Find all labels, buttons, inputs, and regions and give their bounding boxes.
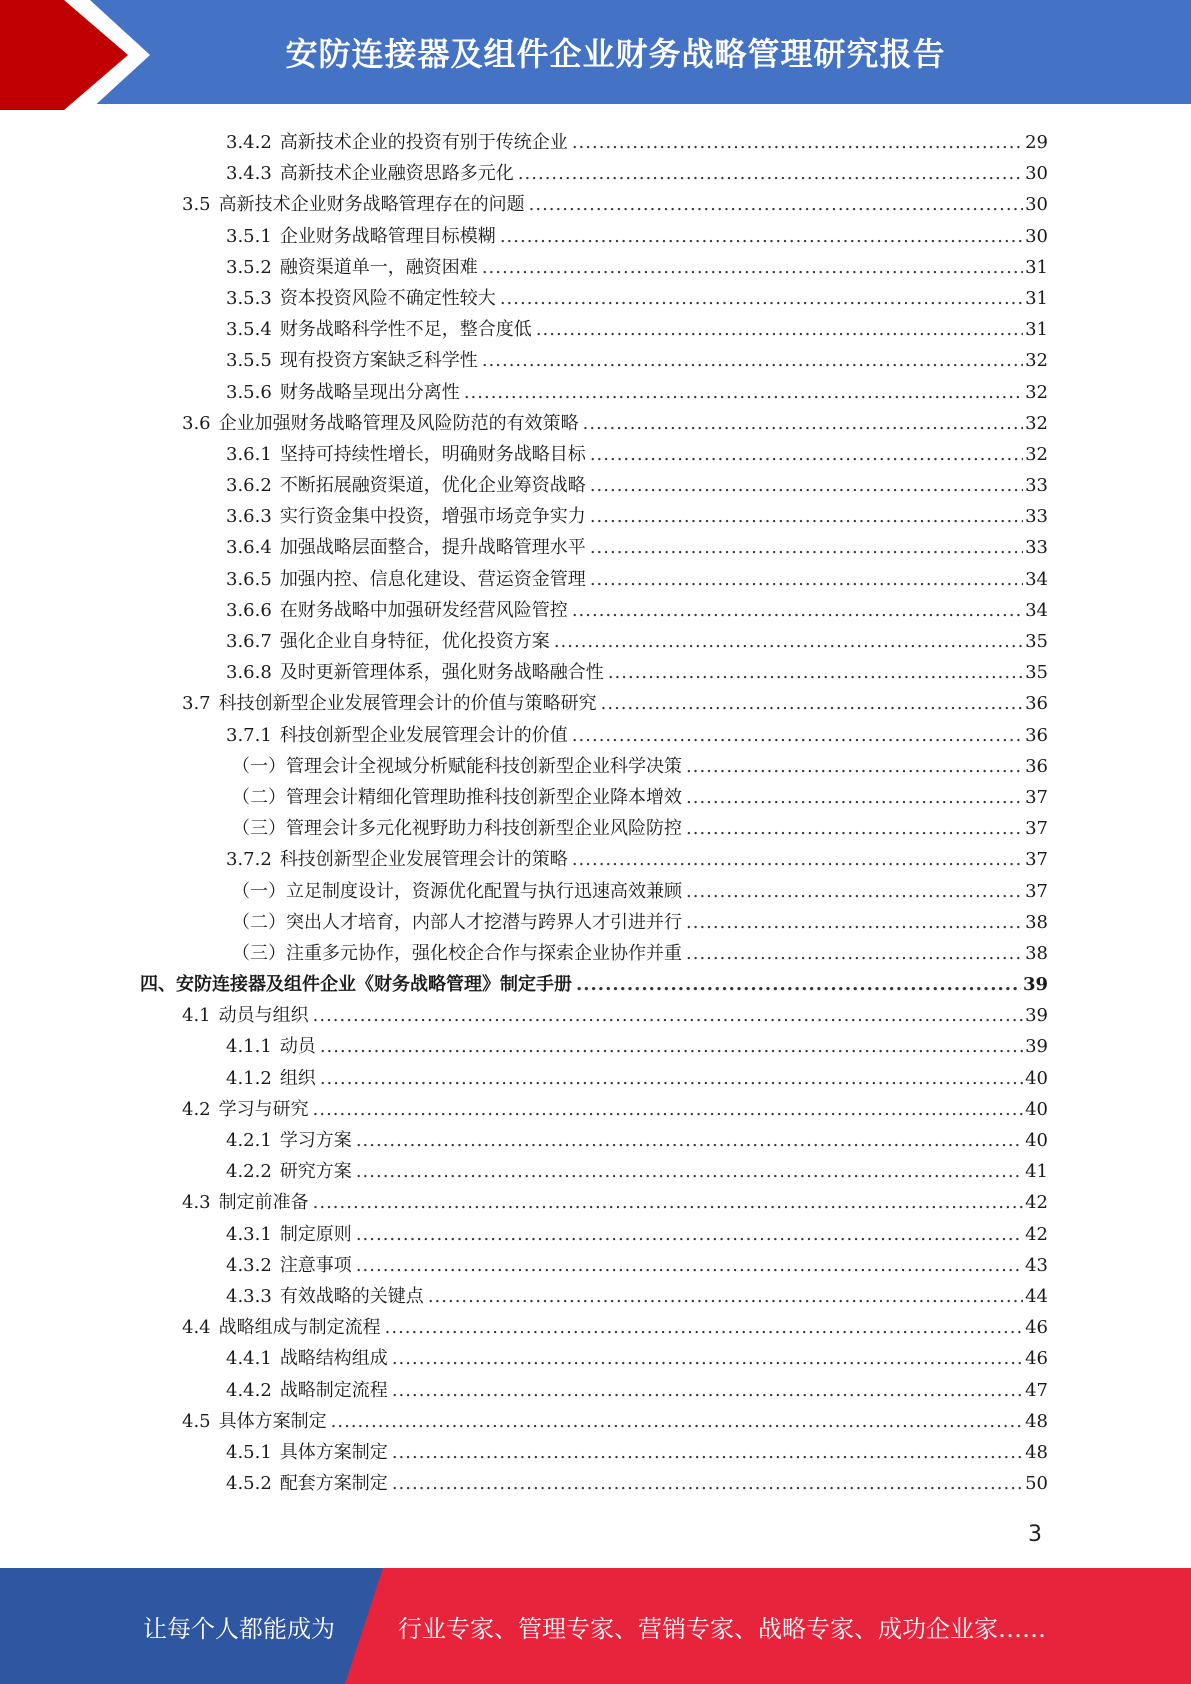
toc-entry[interactable]: [140, 252, 1048, 283]
toc-entry-number: 3.6.6: [226, 599, 272, 621]
toc-entry[interactable]: [140, 1000, 1048, 1031]
toc-entry-page: 40: [1025, 1067, 1048, 1089]
toc-entry-title: 高新技术企业融资思路多元化: [279, 163, 514, 185]
toc-entry-number: 3.7: [182, 693, 211, 715]
toc-entry-title: （三）注重多元协作，强化校企合作与探索企业协作并重: [232, 942, 682, 964]
toc-dot-leader: [482, 252, 1023, 283]
toc-dot-leader: [385, 1312, 1023, 1343]
toc-dot-leader: [572, 720, 1023, 751]
toc-dot-leader: [482, 345, 1023, 376]
toc-entry[interactable]: [140, 688, 1048, 719]
toc-entry-title: 高新技术企业的投资有别于传统企业: [279, 132, 568, 153]
toc-entry-title: 高新技术企业财务战略管理存在的问题: [218, 194, 525, 216]
toc-dot-leader: [590, 564, 1023, 595]
toc-entry-title: 制定原则: [279, 1223, 352, 1245]
toc-entry-number: 4.4: [182, 1317, 211, 1339]
toc-dot-leader: [500, 221, 1023, 252]
toc-entry[interactable]: [140, 408, 1048, 439]
toc-dot-leader: [590, 532, 1023, 563]
toc-dot-leader: [686, 782, 1023, 813]
toc-dot-leader: [392, 1343, 1023, 1374]
table-of-contents: [140, 127, 1048, 1499]
footer-banner: [0, 1568, 1191, 1684]
toc-dot-leader: [392, 1437, 1023, 1468]
toc-entry-page: 31: [1025, 319, 1048, 341]
toc-entry-title: 科技创新型企业发展管理会计的策略: [279, 849, 568, 871]
toc-entry-page: 33: [1025, 475, 1048, 497]
toc-entry-page: 40: [1025, 1130, 1048, 1151]
toc-entry-number: 4.5.2: [226, 1473, 272, 1495]
toc-entry[interactable]: [140, 1094, 1048, 1125]
toc-entry[interactable]: [140, 1031, 1048, 1062]
toc-entry-title: （一）管理会计全视域分析赋能科技创新型企业科学决策: [232, 755, 682, 777]
toc-entry-title: 强化企业自身特征，优化投资方案: [279, 631, 550, 652]
toc-entry-page: 32: [1025, 350, 1048, 372]
toc-entry-page: 39: [1025, 1036, 1048, 1058]
toc-entry[interactable]: [140, 626, 1048, 657]
toc-dot-leader: [536, 314, 1023, 345]
toc-entry-title: 学习与研究: [218, 1098, 309, 1120]
toc-entry-page: 37: [1025, 880, 1048, 902]
toc-entry-number: 3.6.3: [226, 506, 272, 528]
toc-entry-number: 4.2.2: [226, 1161, 272, 1183]
toc-dot-leader: [572, 595, 1023, 626]
footer-slogan-left: 让每个人都能成为: [143, 1614, 335, 1643]
toc-entry-page: 43: [1025, 1254, 1048, 1276]
toc-entry[interactable]: [140, 876, 1048, 907]
toc-entry-page: 36: [1025, 693, 1048, 715]
toc-entry-page: 32: [1025, 381, 1048, 403]
toc-entry[interactable]: [140, 1343, 1048, 1374]
toc-entry[interactable]: [140, 938, 1048, 969]
toc-entry-title: 动员与组织: [218, 1005, 309, 1027]
toc-entry-page: 46: [1025, 1317, 1048, 1339]
toc-entry[interactable]: [140, 907, 1048, 938]
toc-entry-number: 4.4.1: [226, 1348, 272, 1370]
toc-entry-page: 48: [1025, 1410, 1048, 1432]
toc-entry-number: 3.5.5: [226, 350, 272, 372]
toc-dot-leader: [464, 377, 1023, 408]
toc-entry[interactable]: [140, 1312, 1048, 1343]
toc-entry-page: 32: [1025, 443, 1048, 465]
toc-dot-leader: [331, 1406, 1023, 1437]
toc-entry-number: 4.3.1: [226, 1223, 272, 1245]
toc-entry-title: 融资渠道单一，融资困难: [279, 256, 478, 278]
toc-entry[interactable]: [140, 1250, 1048, 1281]
toc-dot-leader: [572, 844, 1023, 875]
toc-entry-number: 4.3.2: [226, 1254, 272, 1276]
toc-entry-page: 33: [1025, 506, 1048, 528]
toc-dot-leader: [313, 1000, 1023, 1031]
toc-entry-title: 科技创新型企业发展管理会计的价值与策略研究: [218, 693, 597, 715]
toc-entry-page: 31: [1025, 287, 1048, 309]
toc-entry-title: 战略组成与制定流程: [218, 1317, 381, 1339]
toc-entry-number: 4.3: [182, 1192, 211, 1214]
toc-entry-page: 39: [1025, 1005, 1048, 1027]
toc-dot-leader: [392, 1375, 1023, 1406]
toc-entry-title: 资本投资风险不确定性较大: [279, 287, 496, 309]
toc-entry[interactable]: [140, 1468, 1048, 1499]
toc-entry-page: 37: [1025, 786, 1048, 808]
toc-entry-page: 44: [1025, 1285, 1048, 1307]
toc-dot-leader: [572, 127, 1023, 158]
toc-entry-title: 四、安防连接器及组件企业《财务战略管理》制定手册: [140, 974, 572, 996]
toc-entry-number: 3.6.8: [226, 662, 272, 684]
toc-entry[interactable]: [140, 127, 1048, 158]
toc-entry-page: 50: [1025, 1473, 1048, 1495]
toc-entry-number: 4.4.2: [226, 1379, 272, 1401]
toc-dot-leader: [601, 688, 1023, 719]
toc-entry-page: 30: [1025, 194, 1048, 216]
toc-entry-page: 42: [1025, 1192, 1048, 1214]
toc-entry-number: 3.4.2: [226, 132, 272, 153]
header-banner: [0, 0, 1191, 110]
toc-entry[interactable]: [140, 1063, 1048, 1094]
toc-entry-title: 注意事项: [279, 1254, 352, 1276]
toc-entry-number: 4.1: [182, 1005, 211, 1027]
toc-entry[interactable]: [140, 1375, 1048, 1406]
toc-entry-title: 有效战略的关键点: [279, 1285, 424, 1307]
toc-entry[interactable]: [140, 813, 1048, 844]
toc-entry-number: 4.1.2: [226, 1067, 272, 1089]
toc-entry-number: 3.5: [182, 194, 211, 216]
toc-entry-number: 3.5.3: [226, 287, 272, 309]
toc-dot-leader: [356, 1250, 1023, 1281]
toc-entry-number: 4.5.1: [226, 1441, 272, 1463]
toc-entry-page: 33: [1025, 537, 1048, 559]
toc-entry-page: 39: [1022, 974, 1048, 996]
toc-entry-number: 3.6.4: [226, 537, 272, 559]
page-number: 3: [1028, 1522, 1042, 1547]
toc-entry-title: 及时更新管理体系，强化财务战略融合性: [279, 662, 604, 684]
toc-entry[interactable]: [140, 564, 1048, 595]
toc-dot-leader: [356, 1125, 1023, 1156]
toc-entry-number: 3.6.5: [226, 568, 272, 590]
toc-entry-number: 3.5.2: [226, 256, 272, 278]
footer-slogan-right: 行业专家、管理专家、营销专家、战略专家、成功企业家……: [398, 1614, 1046, 1643]
toc-entry-title: 动员: [279, 1036, 316, 1058]
toc-entry-page: 37: [1025, 818, 1048, 840]
toc-entry-title: 科技创新型企业发展管理会计的价值: [279, 724, 568, 746]
toc-entry-number: 3.5.6: [226, 381, 272, 403]
toc-entry[interactable]: [140, 377, 1048, 408]
toc-entry-number: 3.7.2: [226, 849, 272, 871]
toc-entry-title: 实行资金集中投资，增强市场竞争实力: [279, 506, 586, 528]
toc-dot-leader: [608, 657, 1023, 688]
toc-entry[interactable]: [140, 158, 1048, 189]
toc-entry-page: 38: [1025, 911, 1048, 933]
toc-entry-number: 3.6: [182, 412, 211, 434]
toc-entry[interactable]: [140, 1187, 1048, 1218]
toc-entry-page: 34: [1025, 568, 1048, 590]
toc-entry-page: 37: [1025, 849, 1048, 871]
toc-entry-title: 具体方案制定: [279, 1441, 388, 1463]
toc-entry[interactable]: [140, 314, 1048, 345]
toc-entry-title: 财务战略科学性不足，整合度低: [279, 319, 532, 341]
toc-dot-leader: [356, 1219, 1023, 1250]
toc-entry-title: 加强内控、信息化建设、营运资金管理: [279, 568, 586, 590]
toc-entry-title: 坚持可持续性增长，明确财务战略目标: [279, 443, 586, 465]
toc-entry[interactable]: [140, 1219, 1048, 1250]
toc-entry-title: 战略结构组成: [279, 1348, 388, 1370]
toc-entry-title: 战略制定流程: [279, 1379, 388, 1401]
toc-entry-title: 企业加强财务战略管理及风险防范的有效策略: [218, 412, 579, 434]
toc-entry-title: 财务战略呈现出分离性: [279, 381, 460, 403]
toc-entry[interactable]: [140, 751, 1048, 782]
toc-entry-page: 42: [1025, 1223, 1048, 1245]
toc-entry-number: 4.2: [182, 1098, 211, 1120]
toc-entry-page: 34: [1025, 599, 1048, 621]
toc-dot-leader: [356, 1156, 1023, 1187]
toc-dot-leader: [320, 1063, 1023, 1094]
toc-entry[interactable]: [140, 439, 1048, 470]
toc-entry-title: 现有投资方案缺乏科学性: [279, 350, 478, 372]
toc-entry[interactable]: [140, 1125, 1048, 1156]
toc-entry-page: 35: [1025, 662, 1048, 684]
toc-dot-leader: [686, 907, 1023, 938]
toc-entry[interactable]: [140, 1281, 1048, 1312]
toc-entry-number: 4.1.1: [226, 1036, 272, 1058]
toc-entry[interactable]: [140, 1406, 1048, 1437]
toc-dot-leader: [686, 813, 1023, 844]
toc-dot-leader: [590, 470, 1023, 501]
toc-entry-number: 3.6.7: [226, 631, 272, 652]
toc-entry-title: 组织: [279, 1067, 316, 1089]
toc-entry-page: 40: [1025, 1098, 1048, 1120]
toc-entry-title: 不断拓展融资渠道，优化企业筹资战略: [279, 475, 586, 497]
toc-entry[interactable]: [140, 844, 1048, 875]
toc-entry[interactable]: [140, 283, 1048, 314]
toc-dot-leader: [576, 969, 1021, 1000]
toc-entry[interactable]: [140, 532, 1048, 563]
toc-entry-page: 30: [1025, 163, 1048, 185]
toc-entry-number: 3.7.1: [226, 724, 272, 746]
toc-dot-leader: [529, 189, 1023, 220]
toc-entry-title: （二）管理会计精细化管理助推科技创新型企业降本增效: [232, 786, 682, 808]
toc-entry-number: 3.6.1: [226, 443, 272, 465]
toc-entry-number: 3.5.4: [226, 319, 272, 341]
toc-dot-leader: [686, 876, 1023, 907]
toc-dot-leader: [590, 439, 1023, 470]
toc-dot-leader: [392, 1468, 1023, 1499]
toc-dot-leader: [686, 751, 1023, 782]
toc-entry[interactable]: [140, 501, 1048, 532]
toc-entry-number: 4.5: [182, 1410, 211, 1432]
toc-entry-page: 29: [1025, 132, 1048, 153]
toc-entry-number: 3.5.1: [226, 225, 272, 247]
toc-entry-page: 30: [1025, 225, 1048, 247]
toc-entry-title: （二）突出人才培育，内部人才挖潜与跨界人才引进并行: [232, 911, 682, 933]
toc-dot-leader: [428, 1281, 1023, 1312]
toc-entry-page: 36: [1025, 755, 1048, 777]
toc-entry-title: 加强战略层面整合，提升战略管理水平: [279, 537, 586, 559]
toc-dot-leader: [313, 1094, 1023, 1125]
toc-entry-page: 35: [1025, 631, 1048, 652]
toc-entry-title: 配套方案制定: [279, 1473, 388, 1495]
toc-entry-page: 31: [1025, 256, 1048, 278]
toc-entry-page: 48: [1025, 1441, 1048, 1463]
toc-entry[interactable]: [140, 720, 1048, 751]
toc-entry[interactable]: [140, 1437, 1048, 1468]
toc-entry[interactable]: [140, 969, 1048, 1000]
toc-entry[interactable]: [140, 595, 1048, 626]
toc-entry[interactable]: [140, 189, 1048, 220]
toc-entry-page: 41: [1025, 1161, 1048, 1183]
toc-entry-title: （一）立足制度设计，资源优化配置与执行迅速高效兼顾: [232, 880, 682, 902]
toc-entry[interactable]: [140, 345, 1048, 376]
toc-dot-leader: [313, 1187, 1023, 1218]
toc-entry[interactable]: [140, 782, 1048, 813]
toc-entry[interactable]: [140, 1156, 1048, 1187]
toc-dot-leader: [686, 938, 1023, 969]
toc-entry[interactable]: [140, 657, 1048, 688]
toc-entry-title: 学习方案: [279, 1130, 352, 1151]
toc-entry-title: 企业财务战略管理目标模糊: [279, 225, 496, 247]
toc-entry-page: 47: [1025, 1379, 1048, 1401]
toc-dot-leader: [518, 158, 1023, 189]
toc-entry-title: （三）管理会计多元化视野助力科技创新型企业风险防控: [232, 818, 682, 840]
toc-entry-number: 3.4.3: [226, 163, 272, 185]
toc-entry-title: 制定前准备: [218, 1192, 309, 1214]
toc-entry-number: 3.6.2: [226, 475, 272, 497]
toc-entry-title: 研究方案: [279, 1161, 352, 1183]
toc-entry-number: 4.2.1: [226, 1130, 272, 1151]
toc-dot-leader: [590, 501, 1023, 532]
toc-entry-page: 36: [1025, 724, 1048, 746]
toc-entry-number: 4.3.3: [226, 1285, 272, 1307]
toc-dot-leader: [583, 408, 1023, 439]
toc-entry-page: 38: [1025, 942, 1048, 964]
toc-entry-page: 46: [1025, 1348, 1048, 1370]
toc-dot-leader: [500, 283, 1023, 314]
toc-entry-page: 32: [1025, 412, 1048, 434]
toc-entry-title: 在财务战略中加强研发经营风险管控: [279, 599, 568, 621]
toc-dot-leader: [554, 626, 1023, 657]
toc-entry[interactable]: [140, 221, 1048, 252]
toc-dot-leader: [320, 1031, 1023, 1062]
document-title: 安防连接器及组件企业财务战略管理研究报告: [285, 35, 946, 73]
toc-entry[interactable]: [140, 470, 1048, 501]
toc-entry-title: 具体方案制定: [218, 1410, 327, 1432]
